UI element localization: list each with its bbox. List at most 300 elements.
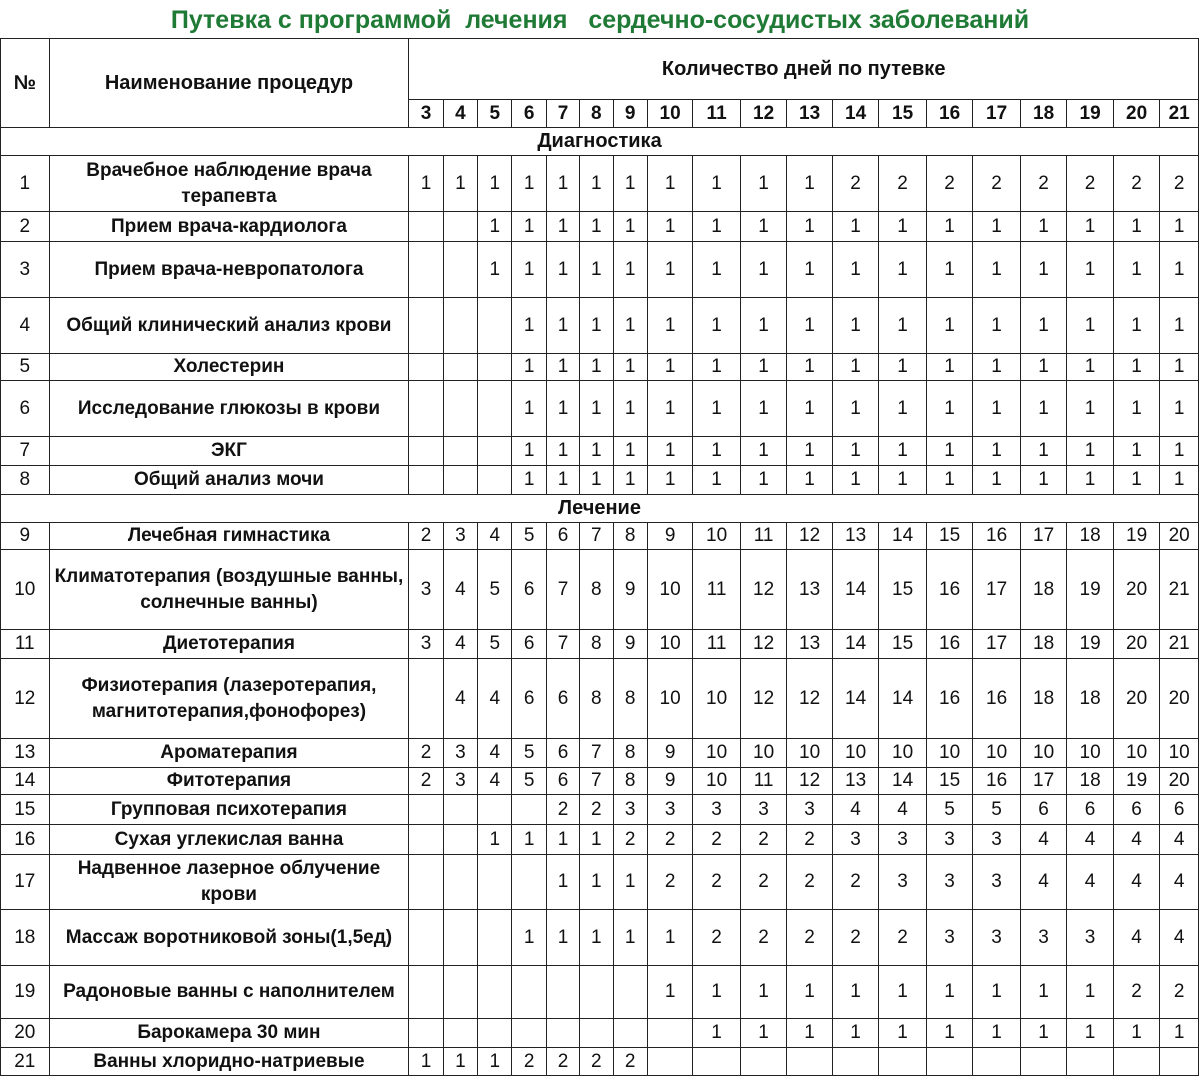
day-value-cell: 2	[832, 910, 879, 966]
day-value-cell: 1	[613, 466, 647, 495]
day-value-cell: 6	[546, 739, 579, 768]
day-value-cell: 4	[1067, 825, 1114, 855]
day-value-cell	[580, 1019, 613, 1048]
day-value-cell: 2	[879, 910, 927, 966]
day-value-cell: 15	[926, 523, 973, 550]
day-value-cell: 20	[1113, 550, 1160, 630]
row-number: 4	[1, 298, 50, 354]
row-number: 18	[1, 910, 50, 966]
day-value-cell: 3	[1020, 910, 1067, 966]
day-value-cell	[478, 1019, 512, 1048]
procedure-name: Ароматерапия	[49, 739, 409, 768]
day-column-17: 17	[973, 100, 1021, 128]
number-column-header: №	[1, 39, 50, 128]
day-value-cell: 3	[787, 795, 832, 825]
day-value-cell: 1	[693, 381, 741, 437]
day-value-cell: 18	[1020, 659, 1067, 739]
day-value-cell: 2	[879, 156, 927, 212]
day-value-cell	[973, 1048, 1021, 1076]
day-value-cell	[478, 298, 512, 354]
day-value-cell: 2	[409, 768, 443, 795]
day-value-cell: 1	[1067, 242, 1114, 298]
day-value-cell: 7	[580, 523, 613, 550]
day-column-8: 8	[580, 100, 613, 128]
day-value-cell: 10	[693, 768, 741, 795]
day-value-cell: 1	[693, 354, 741, 381]
day-value-cell: 10	[973, 739, 1021, 768]
table-row	[1, 825, 1199, 855]
day-value-cell	[443, 825, 477, 855]
day-value-cell: 14	[832, 659, 879, 739]
day-value-cell: 1	[787, 242, 832, 298]
day-value-cell: 19	[1113, 523, 1160, 550]
table-row	[1, 156, 1199, 212]
procedure-name: Общий клинический анализ крови	[49, 298, 409, 354]
day-value-cell: 1	[926, 212, 973, 242]
day-value-cell: 1	[879, 242, 927, 298]
day-value-cell: 8	[580, 659, 613, 739]
day-value-cell: 4	[478, 659, 512, 739]
day-value-cell: 1	[879, 1019, 927, 1048]
table-row	[1, 630, 1199, 659]
day-value-cell: 13	[832, 523, 879, 550]
day-column-13: 13	[787, 100, 832, 128]
day-value-cell: 1	[1113, 212, 1160, 242]
day-value-cell: 1	[787, 156, 832, 212]
day-value-cell: 2	[1113, 156, 1160, 212]
day-value-cell: 1	[879, 466, 927, 495]
table-row	[1, 466, 1199, 495]
day-value-cell: 2	[546, 795, 579, 825]
day-value-cell	[512, 966, 546, 1019]
section-title: Лечение	[1, 495, 1199, 523]
day-value-cell: 3	[973, 855, 1021, 910]
day-value-cell: 1	[647, 437, 692, 466]
day-value-cell: 1	[478, 242, 512, 298]
day-value-cell: 1	[1113, 242, 1160, 298]
day-value-cell: 10	[926, 739, 973, 768]
day-value-cell	[409, 966, 443, 1019]
day-value-cell	[409, 1019, 443, 1048]
day-value-cell: 2	[580, 1048, 613, 1076]
day-value-cell: 4	[832, 795, 879, 825]
day-column-7: 7	[546, 100, 579, 128]
day-column-4: 4	[443, 100, 477, 128]
day-value-cell	[926, 1048, 973, 1076]
day-value-cell: 1	[1113, 437, 1160, 466]
day-value-cell: 16	[973, 659, 1021, 739]
day-value-cell: 1	[443, 1048, 477, 1076]
table-row	[1, 437, 1199, 466]
day-value-cell: 2	[787, 855, 832, 910]
day-column-20: 20	[1113, 100, 1160, 128]
day-value-cell: 3	[443, 523, 477, 550]
day-value-cell: 1	[787, 212, 832, 242]
day-value-cell: 10	[647, 630, 692, 659]
day-value-cell: 1	[647, 381, 692, 437]
day-value-cell: 8	[613, 523, 647, 550]
procedure-name: Фитотерапия	[49, 768, 409, 795]
day-value-cell: 6	[546, 523, 579, 550]
day-value-cell	[832, 1048, 879, 1076]
day-value-cell: 3	[926, 855, 973, 910]
procedure-name: Общий анализ мочи	[49, 466, 409, 495]
row-number: 5	[1, 354, 50, 381]
day-value-cell: 1	[1067, 381, 1114, 437]
day-value-cell	[1160, 1048, 1199, 1076]
day-value-cell: 1	[478, 825, 512, 855]
day-value-cell: 1	[1160, 212, 1199, 242]
day-value-cell: 1	[1113, 298, 1160, 354]
day-value-cell: 5	[512, 768, 546, 795]
day-value-cell	[512, 1019, 546, 1048]
row-number: 11	[1, 630, 50, 659]
day-value-cell	[580, 966, 613, 1019]
day-value-cell: 1	[787, 298, 832, 354]
day-value-cell: 4	[1020, 855, 1067, 910]
procedure-name: Барокамера 30 мин	[49, 1019, 409, 1048]
procedure-name: Групповая психотерапия	[49, 795, 409, 825]
section-row	[1, 128, 1199, 156]
day-value-cell: 1	[1020, 242, 1067, 298]
day-value-cell: 4	[1113, 855, 1160, 910]
day-value-cell: 1	[647, 354, 692, 381]
day-value-cell: 1	[926, 966, 973, 1019]
day-value-cell	[443, 298, 477, 354]
day-value-cell: 17	[1020, 768, 1067, 795]
day-value-cell: 14	[832, 630, 879, 659]
day-value-cell: 14	[879, 659, 927, 739]
table-row	[1, 523, 1199, 550]
day-value-cell: 1	[879, 298, 927, 354]
day-value-cell	[443, 966, 477, 1019]
day-value-cell	[409, 466, 443, 495]
day-value-cell: 1	[580, 381, 613, 437]
day-value-cell: 1	[787, 1019, 832, 1048]
day-value-cell: 18	[1067, 659, 1114, 739]
day-value-cell: 1	[512, 910, 546, 966]
day-value-cell	[478, 855, 512, 910]
day-value-cell: 1	[973, 1019, 1021, 1048]
row-number: 2	[1, 212, 50, 242]
day-value-cell: 1	[973, 298, 1021, 354]
day-value-cell: 16	[973, 523, 1021, 550]
day-value-cell: 9	[613, 550, 647, 630]
day-value-cell: 1	[926, 298, 973, 354]
day-value-cell	[478, 354, 512, 381]
day-value-cell: 9	[647, 768, 692, 795]
day-value-cell: 2	[409, 523, 443, 550]
day-value-cell: 1	[613, 242, 647, 298]
day-value-cell: 1	[613, 381, 647, 437]
day-value-cell: 1	[580, 242, 613, 298]
day-value-cell: 1	[1160, 437, 1199, 466]
day-value-cell: 18	[1067, 768, 1114, 795]
procedure-name: Сухая углекислая ванна	[49, 825, 409, 855]
day-value-cell: 2	[740, 910, 787, 966]
table-row	[1, 768, 1199, 795]
table-row	[1, 298, 1199, 354]
day-value-cell: 2	[409, 739, 443, 768]
day-value-cell: 1	[693, 242, 741, 298]
day-value-cell: 11	[740, 523, 787, 550]
day-value-cell: 2	[613, 1048, 647, 1076]
day-value-cell	[443, 437, 477, 466]
procedure-name: Массаж воротниковой зоны(1,5ед)	[49, 910, 409, 966]
day-value-cell: 6	[546, 659, 579, 739]
day-value-cell: 1	[512, 825, 546, 855]
procedure-name: Климатотерапия (воздушные ванны, солнечные ванны)	[49, 550, 409, 630]
day-value-cell: 1	[1113, 354, 1160, 381]
day-value-cell: 1	[879, 966, 927, 1019]
day-value-cell: 3	[409, 550, 443, 630]
day-value-cell: 1	[740, 381, 787, 437]
day-value-cell: 1	[740, 466, 787, 495]
day-value-cell: 1	[512, 156, 546, 212]
row-number: 10	[1, 550, 50, 630]
day-value-cell	[546, 1019, 579, 1048]
day-value-cell	[443, 466, 477, 495]
day-column-5: 5	[478, 100, 512, 128]
row-number: 21	[1, 1048, 50, 1076]
day-value-cell: 4	[1020, 825, 1067, 855]
day-value-cell: 3	[926, 910, 973, 966]
day-value-cell: 9	[613, 630, 647, 659]
day-value-cell: 20	[1160, 523, 1199, 550]
day-value-cell: 1	[1160, 466, 1199, 495]
row-number: 14	[1, 768, 50, 795]
day-value-cell: 2	[832, 156, 879, 212]
day-value-cell	[512, 855, 546, 910]
day-value-cell: 11	[693, 550, 741, 630]
day-value-cell: 19	[1113, 768, 1160, 795]
day-value-cell: 1	[580, 466, 613, 495]
day-value-cell: 4	[478, 768, 512, 795]
day-value-cell: 2	[1113, 966, 1160, 1019]
day-value-cell: 6	[512, 659, 546, 739]
day-value-cell: 6	[1020, 795, 1067, 825]
day-value-cell: 1	[512, 466, 546, 495]
day-value-cell: 20	[1113, 659, 1160, 739]
day-value-cell	[512, 795, 546, 825]
day-value-cell: 2	[613, 825, 647, 855]
page-title: Путевка с программой лечения сердечно-сосудистых заболеваний	[170, 6, 1030, 34]
day-value-cell: 2	[740, 825, 787, 855]
procedure-name: Исследование глюкозы в крови	[49, 381, 409, 437]
day-value-cell	[787, 1048, 832, 1076]
day-value-cell: 1	[512, 298, 546, 354]
day-column-21: 21	[1160, 100, 1199, 128]
day-value-cell: 16	[926, 659, 973, 739]
day-value-cell: 5	[973, 795, 1021, 825]
table-row	[1, 659, 1199, 739]
day-value-cell: 15	[879, 630, 927, 659]
procedure-name: Врачебное наблюдение врача терапевта	[49, 156, 409, 212]
day-value-cell	[409, 437, 443, 466]
day-value-cell: 8	[613, 739, 647, 768]
day-value-cell: 15	[879, 550, 927, 630]
day-value-cell: 19	[1067, 550, 1114, 630]
day-value-cell: 2	[832, 855, 879, 910]
day-value-cell: 1	[787, 466, 832, 495]
day-value-cell: 6	[1067, 795, 1114, 825]
day-value-cell: 1	[787, 966, 832, 1019]
day-value-cell: 10	[647, 550, 692, 630]
day-value-cell: 6	[512, 550, 546, 630]
day-value-cell: 1	[1020, 966, 1067, 1019]
row-number: 19	[1, 966, 50, 1019]
day-value-cell: 1	[647, 966, 692, 1019]
row-number: 16	[1, 825, 50, 855]
day-value-cell	[613, 966, 647, 1019]
day-value-cell: 1	[647, 242, 692, 298]
day-value-cell	[409, 242, 443, 298]
day-value-cell: 3	[647, 795, 692, 825]
day-value-cell: 1	[580, 855, 613, 910]
day-value-cell: 17	[973, 630, 1021, 659]
day-value-cell: 4	[1113, 825, 1160, 855]
day-value-cell: 7	[546, 630, 579, 659]
day-value-cell: 14	[879, 523, 927, 550]
day-value-cell: 1	[1160, 1019, 1199, 1048]
day-column-10: 10	[647, 100, 692, 128]
day-value-cell: 12	[787, 523, 832, 550]
day-value-cell: 2	[787, 825, 832, 855]
day-value-cell: 1	[926, 437, 973, 466]
day-value-cell	[443, 1019, 477, 1048]
day-value-cell: 1	[832, 466, 879, 495]
day-value-cell: 4	[1160, 855, 1199, 910]
day-value-cell	[478, 437, 512, 466]
day-value-cell: 1	[1020, 354, 1067, 381]
day-value-cell: 1	[973, 381, 1021, 437]
day-value-cell: 1	[1020, 437, 1067, 466]
procedure-name: Лечебная гимнастика	[49, 523, 409, 550]
day-value-cell: 3	[693, 795, 741, 825]
day-value-cell: 1	[546, 910, 579, 966]
day-value-cell: 21	[1160, 550, 1199, 630]
day-value-cell: 1	[693, 966, 741, 1019]
day-value-cell: 1	[693, 1019, 741, 1048]
day-value-cell: 20	[1160, 659, 1199, 739]
day-value-cell	[443, 910, 477, 966]
day-value-cell: 2	[973, 156, 1021, 212]
day-value-cell	[647, 1019, 692, 1048]
day-value-cell: 1	[973, 437, 1021, 466]
day-value-cell: 1	[580, 825, 613, 855]
day-value-cell: 1	[1067, 966, 1114, 1019]
row-number: 17	[1, 855, 50, 910]
day-value-cell: 1	[478, 156, 512, 212]
day-value-cell: 1	[973, 966, 1021, 1019]
day-value-cell: 1	[647, 212, 692, 242]
day-value-cell: 1	[512, 354, 546, 381]
day-value-cell: 5	[512, 739, 546, 768]
day-value-cell: 1	[740, 966, 787, 1019]
day-value-cell: 20	[1160, 768, 1199, 795]
day-value-cell: 13	[832, 768, 879, 795]
procedure-name: Диетотерапия	[49, 630, 409, 659]
day-value-cell: 1	[740, 156, 787, 212]
day-value-cell: 1	[512, 437, 546, 466]
day-value-cell	[409, 795, 443, 825]
day-value-cell: 1	[546, 354, 579, 381]
day-value-cell: 5	[926, 795, 973, 825]
day-value-cell: 9	[647, 523, 692, 550]
day-value-cell	[443, 795, 477, 825]
day-value-cell: 4	[478, 523, 512, 550]
day-value-cell: 16	[926, 630, 973, 659]
day-value-cell: 8	[580, 550, 613, 630]
day-value-cell: 1	[613, 910, 647, 966]
day-value-cell: 1	[740, 212, 787, 242]
day-value-cell: 1	[1067, 437, 1114, 466]
day-value-cell: 2	[926, 156, 973, 212]
row-number: 13	[1, 739, 50, 768]
row-number: 20	[1, 1019, 50, 1048]
row-number: 15	[1, 795, 50, 825]
day-value-cell	[409, 825, 443, 855]
day-value-cell	[879, 1048, 927, 1076]
day-value-cell: 1	[1067, 1019, 1114, 1048]
day-value-cell: 16	[926, 550, 973, 630]
day-value-cell: 2	[546, 1048, 579, 1076]
day-value-cell: 1	[926, 354, 973, 381]
day-value-cell	[409, 354, 443, 381]
row-number: 9	[1, 523, 50, 550]
day-value-cell: 1	[409, 1048, 443, 1076]
procedure-name: Радоновые ванны с наполнителем	[49, 966, 409, 1019]
section-row	[1, 495, 1199, 523]
day-value-cell: 2	[693, 825, 741, 855]
day-value-cell: 6	[512, 630, 546, 659]
table-row	[1, 1048, 1199, 1076]
day-value-cell: 11	[693, 630, 741, 659]
day-value-cell: 1	[409, 156, 443, 212]
day-value-cell: 3	[740, 795, 787, 825]
day-value-cell: 5	[512, 523, 546, 550]
day-value-cell: 2	[647, 855, 692, 910]
day-value-cell: 10	[693, 523, 741, 550]
day-value-cell	[443, 855, 477, 910]
day-column-14: 14	[832, 100, 879, 128]
day-value-cell: 1	[647, 466, 692, 495]
day-value-cell: 1	[546, 381, 579, 437]
day-value-cell: 10	[693, 659, 741, 739]
day-value-cell	[409, 910, 443, 966]
day-value-cell: 1	[693, 298, 741, 354]
day-value-cell: 12	[740, 659, 787, 739]
day-value-cell: 1	[787, 437, 832, 466]
days-column-header: Количество дней по путевке	[409, 39, 1199, 100]
table-body	[1, 128, 1199, 1076]
day-value-cell: 3	[926, 825, 973, 855]
day-column-15: 15	[879, 100, 927, 128]
day-value-cell: 1	[740, 354, 787, 381]
row-number: 6	[1, 381, 50, 437]
day-value-cell: 1	[926, 1019, 973, 1048]
day-value-cell: 1	[546, 156, 579, 212]
day-value-cell: 10	[693, 739, 741, 768]
day-value-cell: 1	[879, 437, 927, 466]
table-row	[1, 795, 1199, 825]
day-value-cell: 10	[787, 739, 832, 768]
day-value-cell: 1	[1113, 466, 1160, 495]
day-value-cell: 13	[787, 550, 832, 630]
procedure-name-column-header: Наименование процедур	[49, 39, 409, 128]
day-value-cell: 21	[1160, 630, 1199, 659]
day-value-cell	[478, 966, 512, 1019]
